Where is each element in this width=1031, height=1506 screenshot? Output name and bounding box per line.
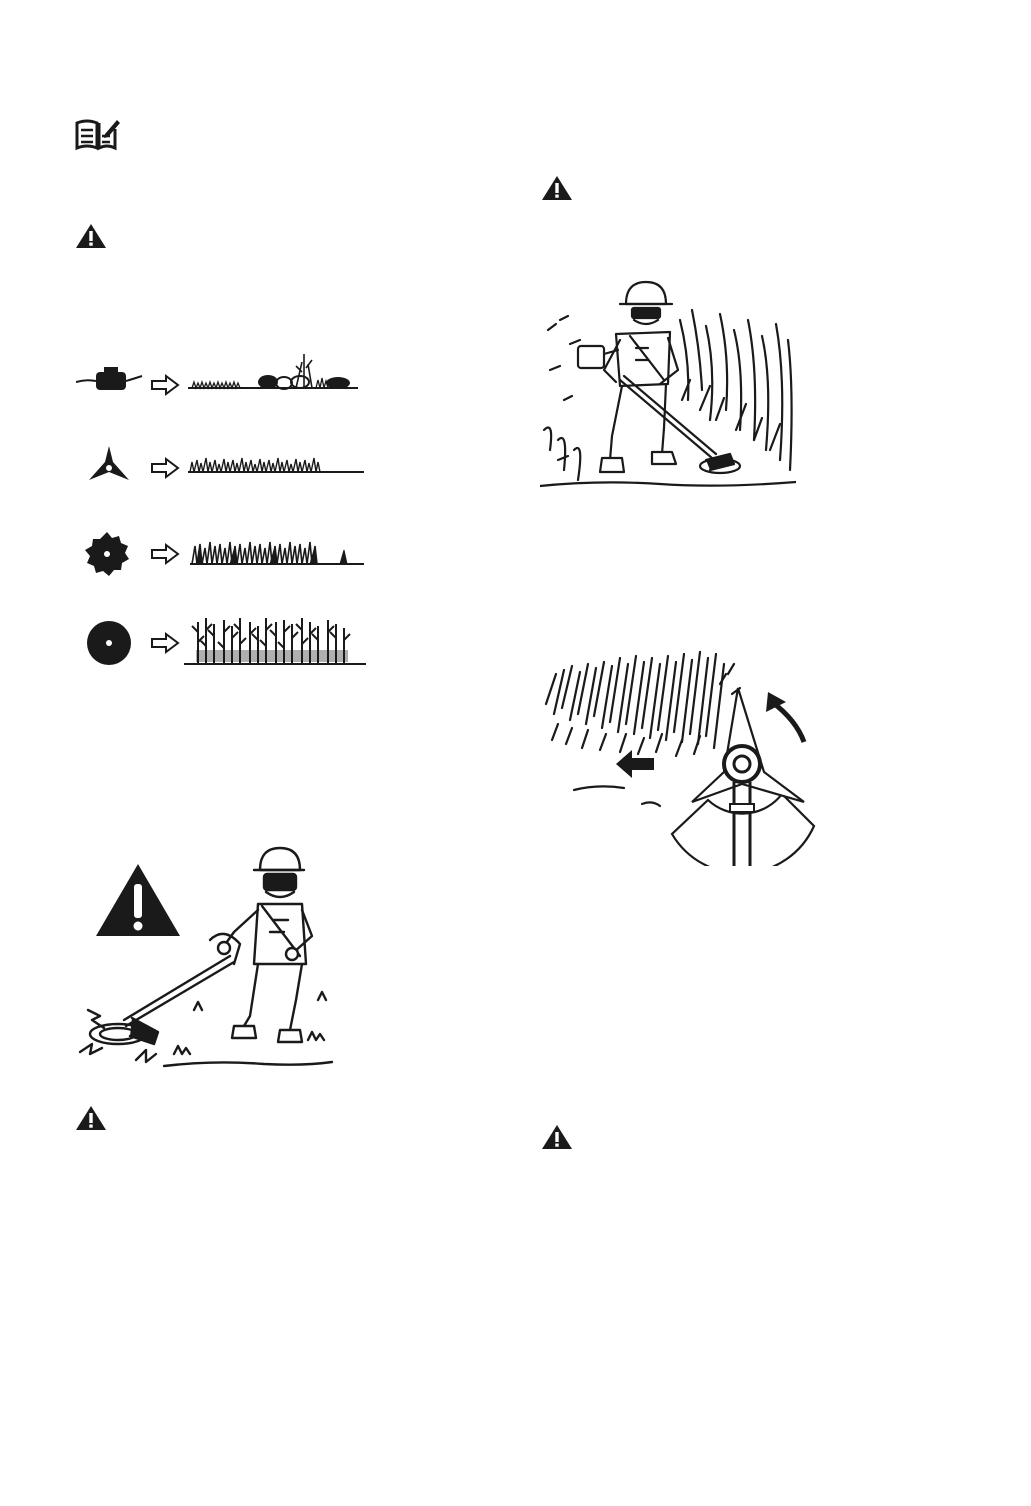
arrow-right-icon: [150, 374, 180, 396]
large-warning-sign-icon: [96, 864, 180, 936]
warning-triangle-icon: [541, 175, 573, 201]
operator-cutting-grass-illustration: [540, 280, 796, 492]
kickback-hazard-illustration: [74, 840, 336, 1084]
saw-blade-icon: [86, 620, 132, 666]
warning-triangle-icon: [75, 1105, 107, 1131]
arrow-right-icon: [150, 457, 180, 479]
warning-triangle-icon: [541, 1124, 573, 1150]
grass-icon: [188, 448, 364, 476]
read-manual-icon: [75, 117, 121, 151]
blade-rotation-direction-diagram: [542, 644, 818, 866]
nylon-cutting-head-icon: [76, 364, 146, 398]
warning-triangle-icon: [75, 223, 107, 249]
eight-tooth-blade-icon: [84, 531, 130, 577]
arrow-right-icon: [150, 543, 180, 565]
arrow-right-icon: [150, 632, 180, 654]
three-tooth-blade-icon: [85, 444, 133, 486]
dense-grass-icon: [190, 538, 364, 568]
brush-and-reeds-icon: [184, 612, 366, 668]
lawn-and-light-weeds-icon: [188, 350, 358, 392]
